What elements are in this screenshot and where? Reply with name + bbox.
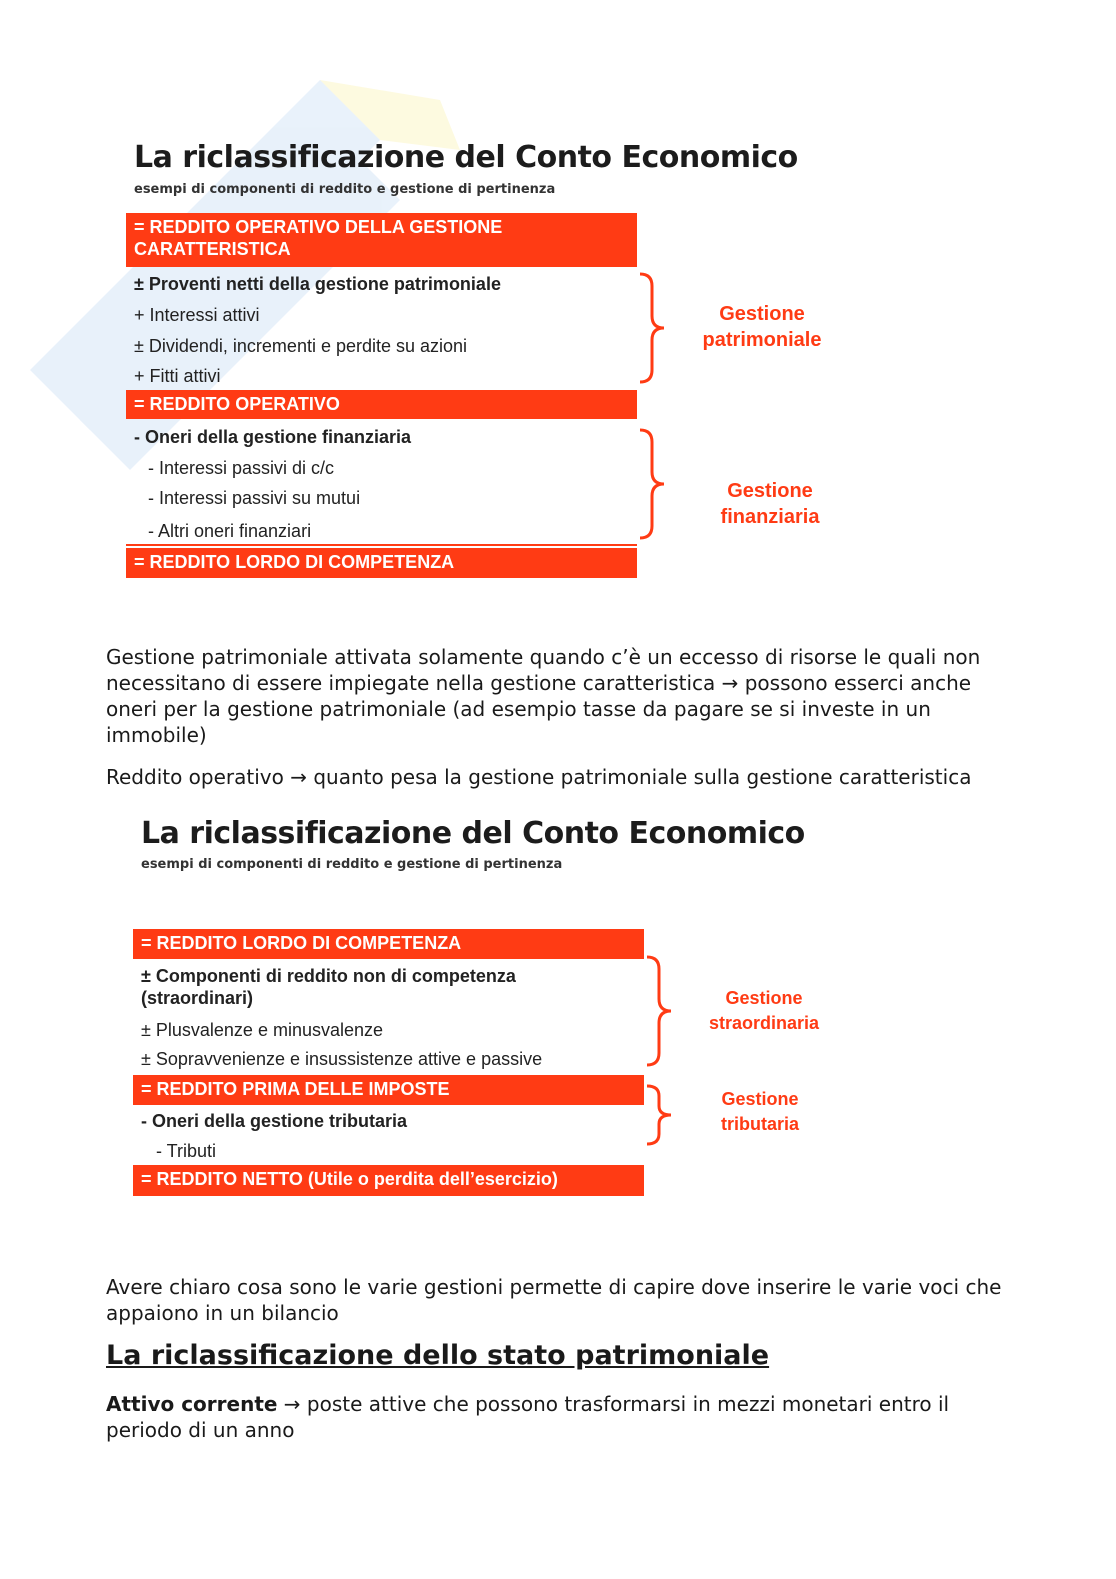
row-interessi-passivi-mutui: - Interessi passivi su mutui <box>148 488 361 508</box>
brace-icon <box>645 1084 675 1146</box>
bar-reddito-operativo: = REDDITO OPERATIVO <box>126 390 637 419</box>
slide-subtitle: esempi di componenti di reddito e gestione di pertinenza <box>134 182 556 197</box>
row-oneri-tributari: - Oneri della gestione tributaria <box>141 1111 408 1131</box>
row-altri-oneri: - Altri oneri finanziari <box>148 521 312 541</box>
paragraph-gestioni: Avere chiaro cosa sono le varie gestioni permette di capire dove inserire le varie voci che appaiono in un bilancio <box>106 1275 1002 1325</box>
bar-reddito-lordo: = REDDITO LORDO DI COMPETENZA <box>133 929 644 959</box>
bar-line-1: = REDDITO OPERATIVO DELLA GESTIONE <box>134 217 503 237</box>
row-fitti-attivi: + Fitti attivi <box>134 366 221 386</box>
row-tributi: - Tributi <box>156 1141 217 1161</box>
row-oneri-finanziari: - Oneri della gestione finanziaria <box>134 427 412 447</box>
label-gestione-straordinaria: Gestione straordinaria <box>708 988 820 1033</box>
row-interessi-passivi-cc: - Interessi passivi di c/c <box>148 458 335 478</box>
bar-line-2: CARATTERISTICA <box>134 239 291 259</box>
slide-title: La riclassificazione del Conto Economico <box>141 816 805 851</box>
row-componenti-non-competenza: ± Componenti di reddito non di competenza (straordinari) <box>141 966 516 1008</box>
paragraph-attivo-corrente <box>106 1391 1006 1443</box>
definition-attivo-corrente: → poste attive che possono trasformarsi in mezzi monetari entro il periodo di un anno <box>106 1392 950 1442</box>
row-sopravvenienze: ± Sopravvenienze e insussistenze attive e passive <box>141 1049 543 1069</box>
label-gestione-tributaria: Gestione tributaria <box>720 1089 799 1134</box>
row-plusvalenze: ± Plusvalenze e minusvalenze <box>141 1020 384 1040</box>
bar-reddito-netto: = REDDITO NETTO (Utile o perdita dell’esercizio) <box>133 1165 644 1196</box>
label-gestione-finanziaria: Gestione finanziaria <box>720 480 820 528</box>
section-heading: La riclassificazione dello stato patrimoniale <box>106 1340 770 1371</box>
row-proventi-netti: ± Proventi netti della gestione patrimoniale <box>134 274 501 294</box>
paragraph-reddito-operativo: Reddito operativo → quanto pesa la gestione patrimoniale sulla gestione caratteristica <box>106 765 972 789</box>
bar-reddito-operativo-caratteristica <box>126 213 637 267</box>
row-dividendi: ± Dividendi, incrementi e perdite su azioni <box>134 336 468 356</box>
brace-icon <box>638 272 668 384</box>
paragraph-gestione-patrimoniale: Gestione patrimoniale attivata solamente quando c’è un eccesso di risorse le quali non necessitano di essere impiegate nella gestione caratteristica → possono esserci anche oneri per la gestione patrimoniale (ad esempio tasse da pagare se si investe in un immobile) <box>106 645 981 747</box>
divider-line <box>126 544 637 546</box>
row-interessi-attivi: + Interessi attivi <box>134 305 260 325</box>
brace-icon <box>645 955 675 1067</box>
slide-title: La riclassificazione del Conto Economico <box>134 140 798 175</box>
bar-reddito-lordo: = REDDITO LORDO DI COMPETENZA <box>126 548 637 578</box>
brace-icon <box>638 428 668 540</box>
label-gestione-patrimoniale: Gestione patrimoniale <box>702 303 822 351</box>
term-attivo-corrente: Attivo corrente <box>106 1392 278 1416</box>
bar-reddito-prima-imposte: = REDDITO PRIMA DELLE IMPOSTE <box>133 1075 644 1105</box>
slide-subtitle: esempi di componenti di reddito e gestione di pertinenza <box>141 857 563 872</box>
